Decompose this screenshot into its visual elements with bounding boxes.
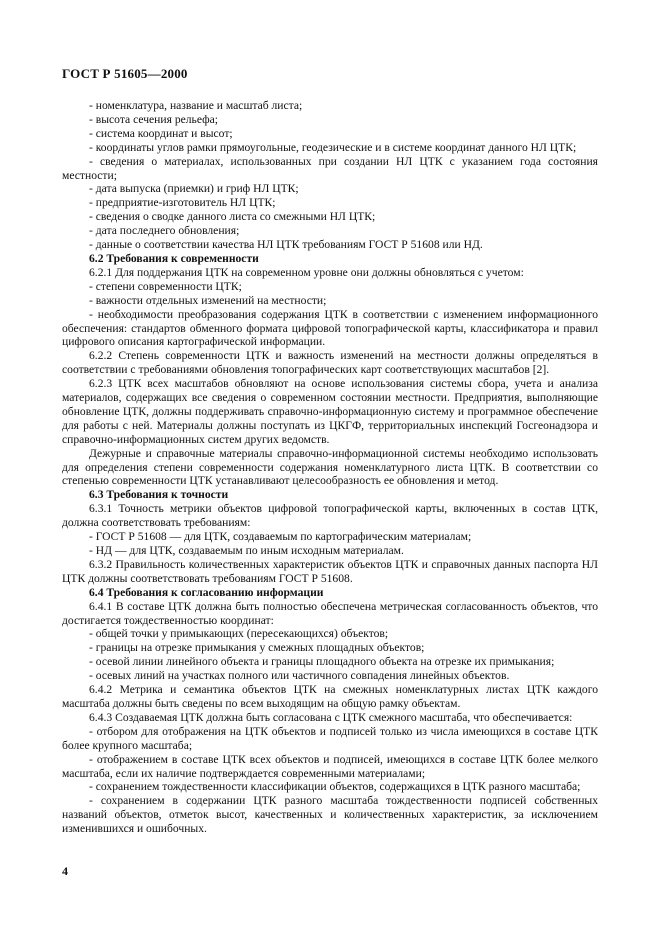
paragraph: - система координат и высот; <box>89 126 233 140</box>
paragraph: - отображением в составе ЦТК всех объектов и подписей, имеющихся в составе ЦТК более мелкого масштаба, если их наличие подтверждается современными материалами; <box>62 752 598 780</box>
paragraph: - номенклатура, название и масштаб листа; <box>89 99 303 112</box>
paragraph: 6.3.1 Точность метрики объектов цифровой топографической карты, включенных в состав ЦТК, должна соответствовать требованиям: <box>62 502 598 530</box>
section-heading: 6.4 Требования к согласованию информации <box>89 585 324 599</box>
paragraph: - высота сечения рельефа; <box>89 112 219 126</box>
paragraph: 6.4.2 Метрика и семантика объектов ЦТК на смежных номенклатурных листах ЦТК каждого масштаба должны быть сведены по всем выходящим на общую рамку объектам. <box>62 683 598 710</box>
paragraph: 6.4.1 В составе ЦТК должна быть полностью обеспечена метрическая согласованность объектов, что достигается тождественностью координат: <box>62 599 598 627</box>
paragraph: - НД — для ЦТК, создаваемым по иным исходным материалам. <box>89 544 404 557</box>
paragraph: - сведения о материалах, использованных при создании НЛ ЦТК с указанием года состояния местности; <box>62 154 598 182</box>
paragraph: - осевых линий на участках полного или частичного совпадения линейных объектов. <box>89 669 510 683</box>
paragraph: Дежурные и справочные материалы справочно-информационной системы необходимо использовать для определения степени современности содержания номенклатурного листа ЦТК. В соответствии со степенью современности ЦТК устанавливают целесообразность ее обновления и метод. <box>62 446 598 488</box>
paragraph: 6.3.2 Правильность количественных характеристик объектов ЦТК и справочных данных паспорта НЛ ЦТК должны соответствовать требованиям ГОСТ Р 51608. <box>62 557 598 585</box>
section-heading: 6.3 Требования к точности <box>89 488 229 502</box>
document-body <box>62 99 598 836</box>
paragraph: - важности отдельных изменений на местности; <box>89 293 327 307</box>
paragraph: - ГОСТ Р 51608 — для ЦТК, создаваемым по картографическим материалам; <box>89 530 472 544</box>
paragraph: - общей точки у примыкающих (пересекающихся) объектов; <box>89 627 389 641</box>
paragraph: - сохранением в содержании ЦТК разного масштаба тождественности подписей собственных названий объектов, отметок высот, качественных и количественных характеристик, за исключением изменившихся и ошибочных. <box>62 794 598 836</box>
paragraph: - координаты углов рамки прямоугольные, геодезические и в системе координат данного НЛ ЦТК; <box>89 140 577 154</box>
paragraph: - дата последнего обновления; <box>89 224 240 238</box>
page-number: 4 <box>62 864 68 878</box>
paragraph: 6.2.2 Степень современности ЦТК и важность изменений на местности должны определяться в соответствии с требованиями обновления топографических карт соответствующих масштабов [2]. <box>62 349 598 377</box>
paragraph: - сведения о сводке данного листа со смежными НЛ ЦТК; <box>89 210 376 224</box>
paragraph: 6.4.3 Создаваемая ЦТК должна быть согласована с ЦТК смежного масштаба, что обеспечивается: <box>89 710 573 724</box>
paragraph: 6.2.3 ЦТК всех масштабов обновляют на основе использования системы сбора, учета и анализа материалов, содержащих все сведения о современном состоянии местности. Предприятия, выполняющие обновление ЦТК, должны поддерживать справочно-информационную систему и программное обеспечение для работы с ней. Материалы должны поступать из ЦКГФ, территориальных инспекций Госгеонадзора и справочно-информационных систем других ведомств. <box>62 377 598 446</box>
section-heading: 6.2 Требования к современности <box>89 251 259 265</box>
paragraph: - степени современности ЦТК; <box>89 279 242 293</box>
paragraph: - сохранением тождественности классификации объектов, содержащихся в ЦТК разного масштаба; <box>89 780 581 794</box>
paragraph: - необходимости преобразования содержания ЦТК в соответствии с изменением информационного обеспечения: стандартов обменного формата цифровой топографической карты, классификатора и правил цифрового описания картографической информации. <box>62 307 598 349</box>
paragraph: 6.2.1 Для поддержания ЦТК на современном уровне они должны обновляться с учетом: <box>89 265 524 279</box>
paragraph: - данные о соответствии качества НЛ ЦТК требованиям ГОСТ Р 51608 или НД. <box>89 238 483 252</box>
paragraph: - отбором для отображения на ЦТК объектов и подписей только из числа имеющихся в составе ЦТК более крупного масштаба; <box>62 724 598 752</box>
document-header: ГОСТ Р 51605—2000 <box>62 66 188 81</box>
paragraph: - границы на отрезке примыкания у смежных площадных объектов; <box>89 641 425 655</box>
paragraph: - дата выпуска (приемки) и гриф НЛ ЦТК; <box>89 182 299 196</box>
paragraph: - предприятие-изготовитель НЛ ЦТК; <box>89 196 276 210</box>
paragraph: - осевой линии линейного объекта и границы площадного объекта на отрезке их примыкания; <box>89 655 555 669</box>
